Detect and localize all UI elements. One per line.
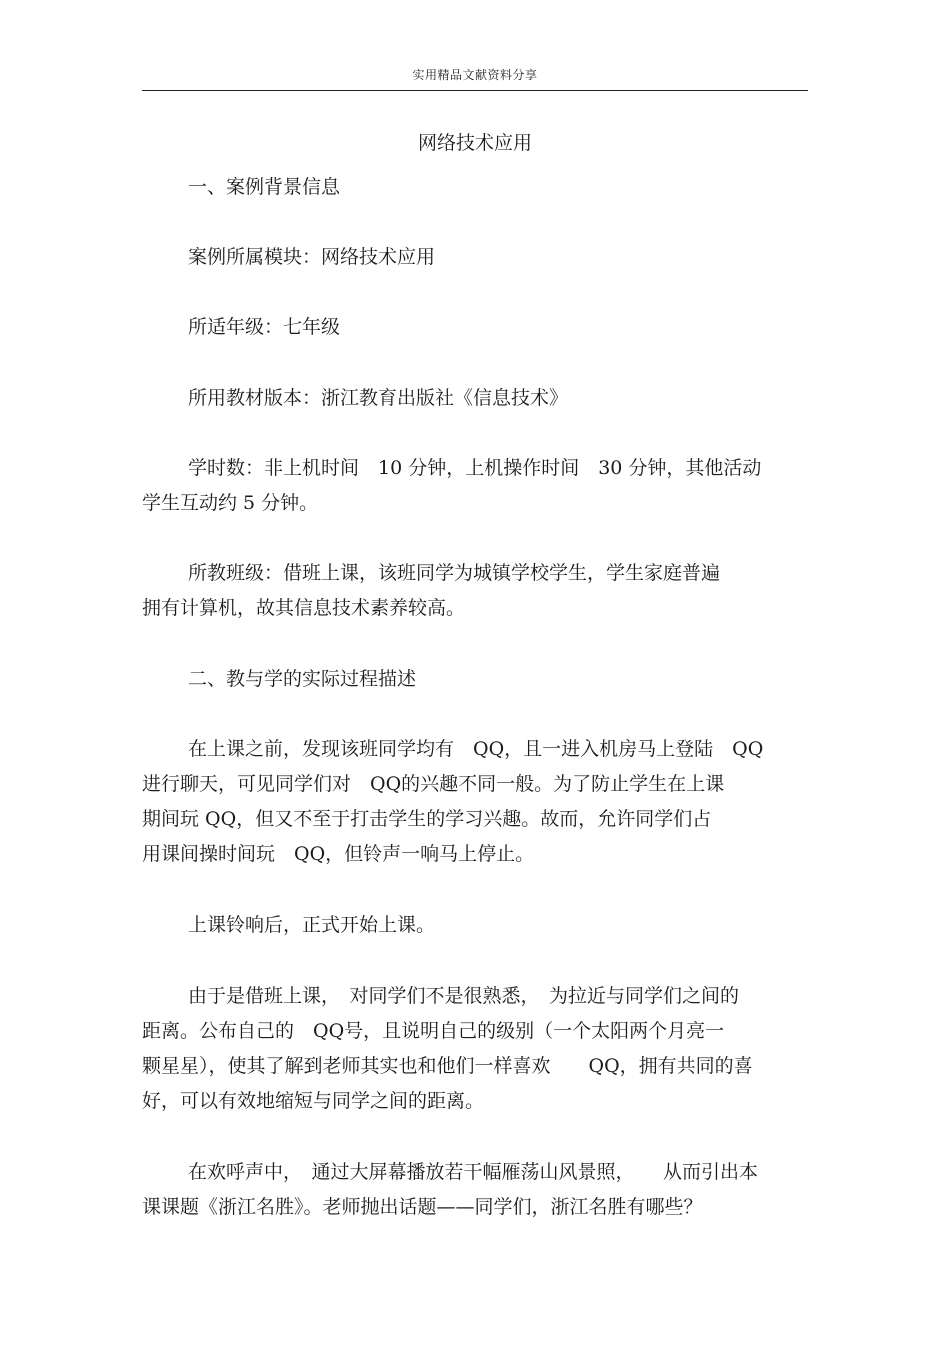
section-heading-1 (142, 170, 822, 205)
text-line: 学生互动约 5 分钟。 (142, 492, 319, 514)
text-line: 案例所属模块：网络技术应用 (188, 246, 436, 268)
info-class (142, 556, 822, 626)
section-heading-2 (142, 662, 822, 697)
info-grade (142, 310, 822, 345)
text-line: 所适年级：七年级 (188, 316, 341, 338)
paragraph-borrowed-class (142, 979, 822, 1119)
text-line: 学时数：非上机时间 10 分钟，上机操作时间 30 分钟，其他活动 (188, 457, 762, 479)
info-module (142, 240, 822, 275)
text-line: 拥有计算机，故其信息技术素养较高。 (142, 597, 466, 619)
paragraph-cheers (142, 1155, 822, 1225)
header-divider (142, 90, 808, 91)
text-line: 课课题《浙江名胜》。老师抛出话题——同学们，浙江名胜有哪些？ (142, 1196, 703, 1218)
text-line: 由于是借班上课， 对同学们不是很熟悉， 为拉近与同学们之间的 (188, 985, 740, 1007)
text-line: 用课间操时间玩 QQ，但铃声一响马上停止。 (142, 843, 535, 865)
text-line: 所用教材版本：浙江教育出版社《信息技术》 (188, 387, 569, 409)
page-header: 实用精品文献资料分享 (412, 68, 538, 82)
text-line: 期间玩 QQ，但又不至于打击学生的学习兴趣。故而，允许同学们占 (142, 808, 712, 830)
text-line: 好，可以有效地缩短与同学之间的距离。 (142, 1090, 485, 1112)
text-line: 距离。公布自己的 QQ号，且说明自己的级别（一个太阳两个月亮一 (142, 1020, 725, 1042)
text-line: 进行聊天，可见同学们对 QQ的兴趣不同一般。为了防止学生在上课 (142, 773, 725, 795)
text-line: 所教班级：借班上课，该班同学为城镇学校学生，学生家庭普遍 (188, 562, 721, 584)
text-line: 在欢呼声中， 通过大屏幕播放若干幅雁荡山风景照， 从而引出本 (188, 1161, 759, 1183)
text-line: 一、案例背景信息 (188, 176, 341, 198)
text-line: 二、教与学的实际过程描述 (188, 668, 417, 690)
text-line: 上课铃响后，正式开始上课。 (188, 914, 436, 936)
paragraph-before-class (142, 732, 822, 872)
info-hours (142, 451, 822, 521)
text-line: 在上课之前，发现该班同学均有 QQ，且一进入机房马上登陆 QQ (188, 738, 764, 760)
info-textbook (142, 381, 822, 416)
document-title: 网络技术应用 (417, 132, 532, 154)
text-line: 颗星星），使其了解到老师其实也和他们一样喜欢 QQ，拥有共同的喜 (142, 1055, 753, 1077)
paragraph-bell (142, 908, 822, 943)
